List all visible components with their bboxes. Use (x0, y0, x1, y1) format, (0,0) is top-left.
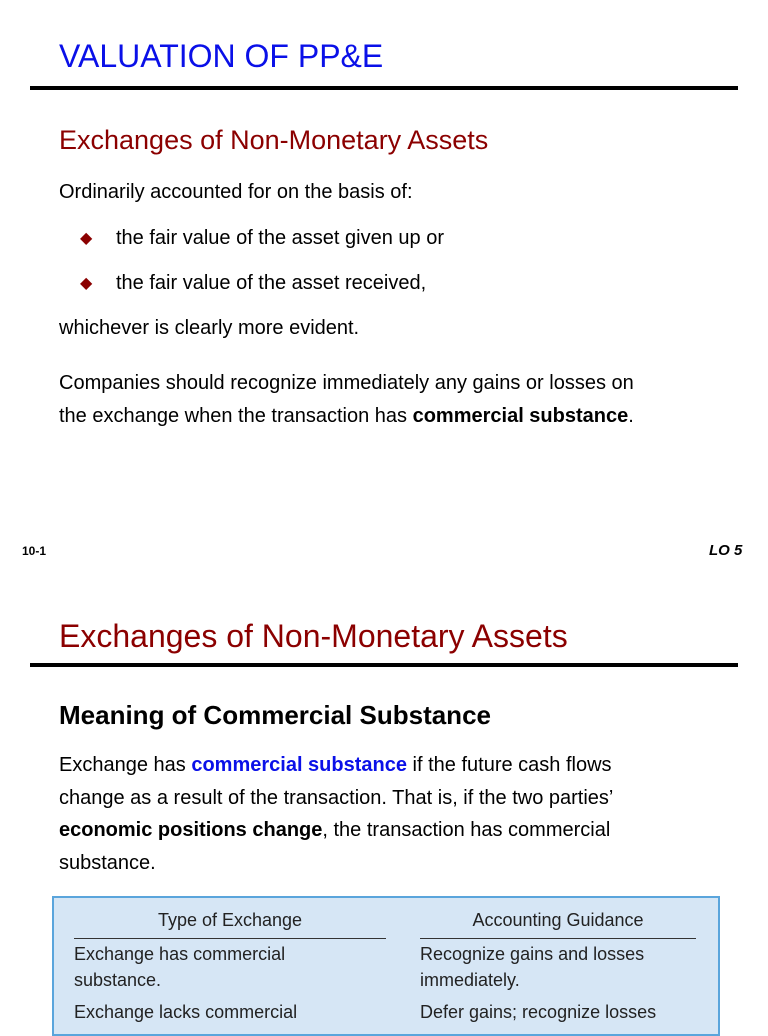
commercial-substance-term: commercial substance (191, 754, 407, 776)
paragraph-line: substance. (59, 851, 156, 874)
table-cell: Exchange lacks commercial (74, 1002, 298, 1022)
definition-paragraph (59, 749, 613, 879)
table-header-type: Type of Exchange (157, 910, 303, 930)
table-header-guidance: Accounting Guidance (472, 910, 644, 930)
header-underline (420, 938, 696, 939)
header-underline (74, 938, 386, 939)
slide-title: Exchanges of Non-Monetary Assets (59, 618, 568, 654)
paragraph-line: the exchange when the transaction has commercial substance. (59, 405, 634, 427)
diamond-bullet-icon: ◆ (80, 275, 93, 292)
table-cell: Exchange has commercial substance. (74, 944, 286, 990)
paragraph-line: Companies should recognize immediately any gains or losses on (59, 372, 634, 394)
economic-positions-term: economic positions change (59, 819, 323, 841)
page-number: 10-1 (22, 544, 47, 558)
section-heading: Exchanges of Non-Monetary Assets (59, 125, 489, 155)
paragraph-line: economic positions change, the transaction has commercial (59, 819, 611, 841)
diamond-bullet-icon: ◆ (80, 230, 93, 247)
table-cell: Defer gains; recognize losses (420, 1002, 657, 1022)
clause-text: whichever is clearly more evident. (59, 317, 360, 339)
bullet-item: the fair value of the asset received, (116, 272, 427, 294)
recognition-paragraph (59, 367, 749, 433)
commercial-substance-term: commercial substance (412, 405, 629, 427)
table-cell: Recognize gains and losses immediately. (420, 944, 645, 990)
bullet-item: the fair value of the asset given up or (116, 227, 444, 249)
title-divider (30, 86, 738, 90)
subheading: Meaning of Commercial Substance (59, 700, 491, 730)
learning-objective: LO 5 (709, 542, 743, 559)
intro-text: Ordinarily accounted for on the basis of: (59, 181, 413, 203)
paragraph-line: change as a result of the transaction. That is, if the two parties’ (59, 786, 614, 809)
guidance-table (52, 896, 720, 1036)
title-divider (30, 663, 738, 667)
paragraph-line: Exchange has commercial substance if the future cash flows (59, 754, 612, 776)
slide-title: VALUATION OF PP&E (59, 38, 384, 74)
